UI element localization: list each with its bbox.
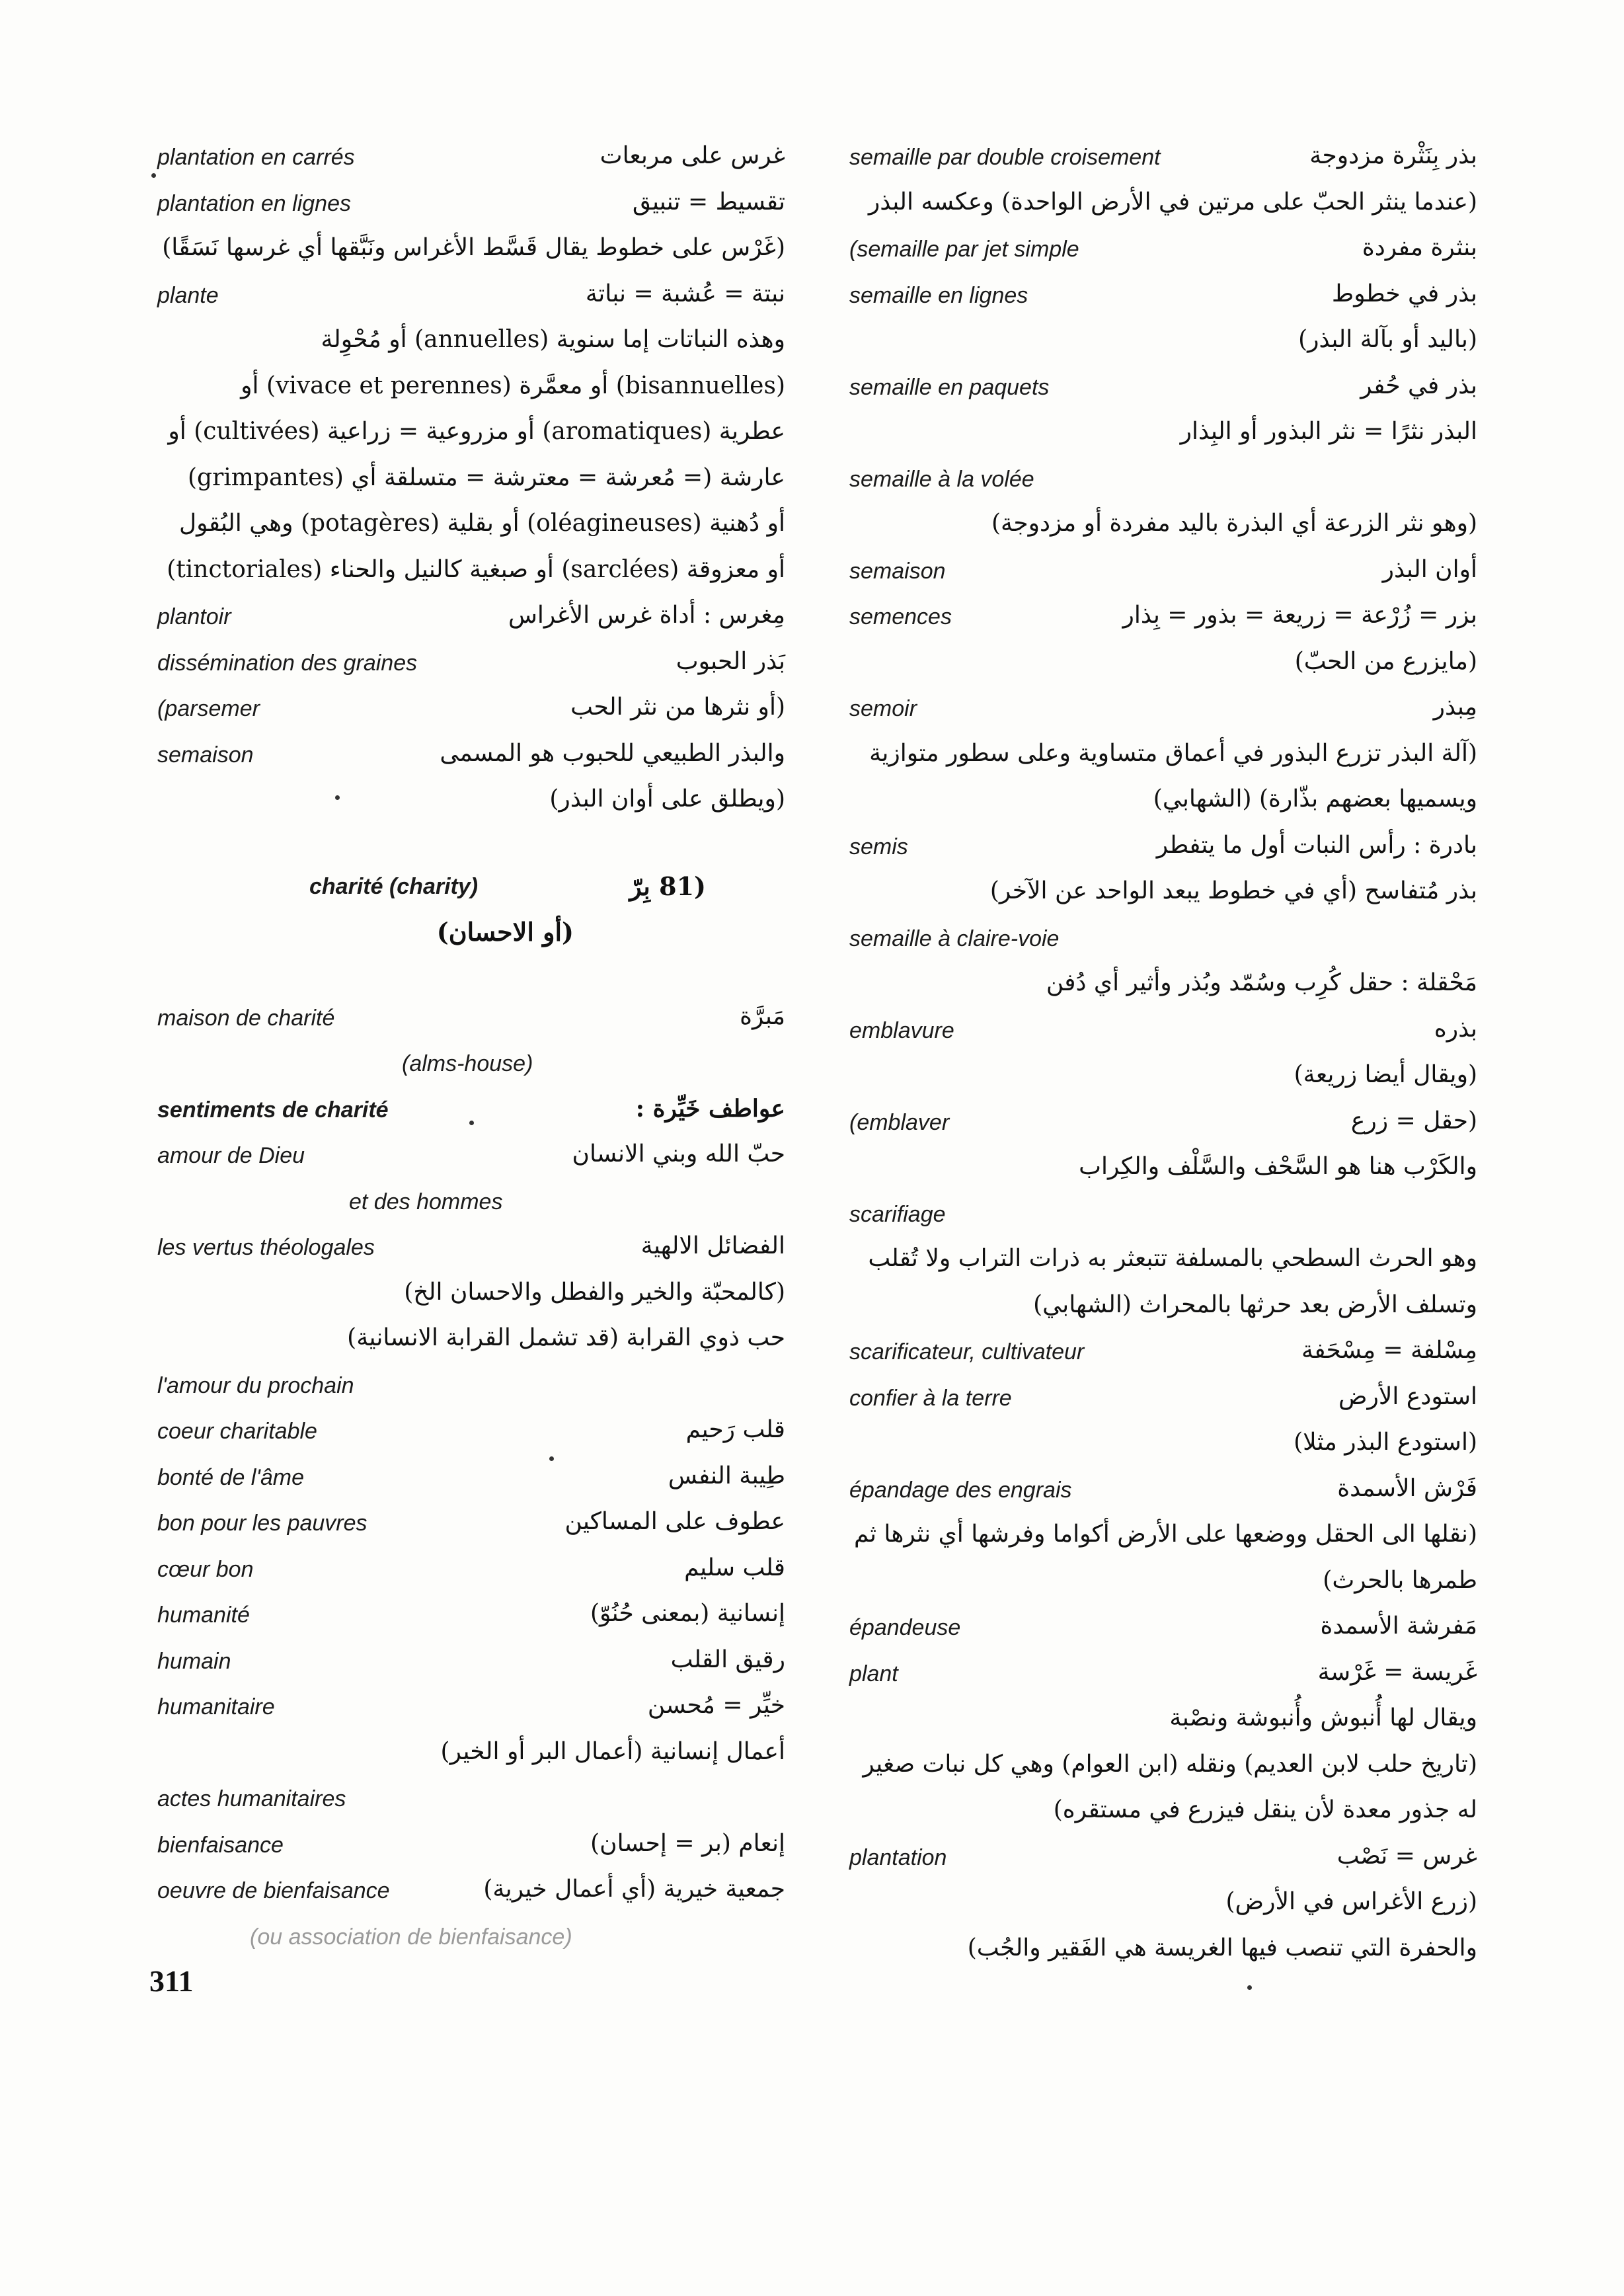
section-spacer — [157, 963, 785, 1003]
arabic-term: إنسانية (بمعنى حُنُوّ) — [590, 1600, 785, 1627]
entry-row — [157, 1049, 785, 1095]
french-term: bon pour les pauvres — [157, 1511, 367, 1536]
arabic-term: عطرية (aromatiques) أو مزروعية = زراعية (cultivées) أو — [168, 418, 785, 445]
entry-row — [849, 740, 1477, 786]
french-term: (parsemer — [157, 696, 260, 721]
entry-row — [849, 280, 1477, 327]
arabic-term: (مايزرع من الحبّ) — [1294, 647, 1477, 675]
entry-row — [157, 693, 785, 740]
french-term: (emblaver — [849, 1109, 950, 1135]
entry-row — [157, 556, 785, 602]
entry-row — [849, 693, 1477, 740]
arabic-term: إنعام (بر = إحسان) — [590, 1829, 785, 1857]
entry-row — [157, 1646, 785, 1692]
french-term: cœur bon — [157, 1556, 254, 1582]
arabic-term: خيِّر = مُحسن — [647, 1692, 785, 1719]
arabic-term: حب ذوي القرابة (قد تشمل القرابة الانسانية) — [347, 1324, 785, 1351]
section-heading-french: charité (charity) — [309, 873, 479, 899]
entry-row — [157, 464, 785, 510]
french-term: semoir — [849, 696, 917, 721]
entry-row — [849, 142, 1477, 188]
french-term: l'amour du prochain — [157, 1372, 354, 1398]
entry-row — [849, 1429, 1477, 1475]
french-term: coeur charitable — [157, 1419, 317, 1444]
entry-row — [157, 1554, 785, 1601]
scan-speck — [151, 173, 156, 178]
arabic-term: (أو نثرها من نثر الحب — [570, 693, 785, 721]
entry-row — [849, 1015, 1477, 1062]
entry-row — [157, 1830, 785, 1876]
french-term: scarifiage — [849, 1201, 946, 1227]
french-term: (ou association de bienfaisance) — [250, 1924, 572, 1950]
entry-row — [157, 1232, 785, 1279]
arabic-term: حبّ الله وبني الانسان — [572, 1140, 785, 1168]
french-term: plantoir — [157, 604, 231, 629]
arabic-term: أعمال إنسانية (أعمال البر أو الخير) — [440, 1737, 785, 1765]
arabic-term: مَبرَّة — [740, 1002, 785, 1030]
arabic-term: بذره — [1434, 1015, 1477, 1043]
entry-row — [157, 1876, 785, 1922]
french-term: semis — [849, 834, 908, 859]
arabic-term: البذر نثرًا = نثر البذور أو البِذار — [1180, 418, 1477, 445]
arabic-term: ويسميها بعضهم بذّارة) (الشهابي) — [1153, 785, 1477, 812]
entry-row — [157, 1922, 785, 1968]
arabic-term: مِبذر — [1433, 693, 1477, 721]
french-term: semaille à la volée — [849, 466, 1034, 492]
entry-row — [157, 1370, 785, 1417]
arabic-term: قلب رَحيم — [685, 1416, 785, 1443]
entry-row — [849, 785, 1477, 832]
arabic-term: (غَرْس على خطوط يقال قَسَّط الأغراس ونَبَّقها أي غرسها نَسَقًا) — [162, 234, 785, 261]
french-term: bienfaisance — [157, 1832, 284, 1858]
french-term: actes humanitaires — [157, 1786, 346, 1811]
entry-row — [157, 1003, 785, 1049]
entry-row — [849, 1061, 1477, 1107]
arabic-term: نبتة = عُشبة = نباتة — [585, 280, 785, 307]
entry-row — [849, 1567, 1477, 1613]
entry-row — [157, 418, 785, 464]
entry-row — [849, 556, 1477, 602]
entry-row — [849, 648, 1477, 694]
entry-row — [157, 1692, 785, 1738]
entry-row — [849, 1199, 1477, 1246]
arabic-term: قلب سليم — [684, 1554, 785, 1581]
arabic-term: مَفرشة الأسمدة — [1320, 1612, 1477, 1640]
scan-speck — [549, 1456, 554, 1461]
section-subheading — [157, 917, 785, 963]
arabic-term: (عندما ينثر الحبّ على مرتين في الأرض الواحدة) وعكسه البذر — [868, 188, 1477, 216]
entry-row — [849, 464, 1477, 510]
entry-row — [849, 1383, 1477, 1429]
arabic-term: (تاريخ حلب لابن العديم) ونقله (ابن العوام) وهي كل نبات صغير — [863, 1750, 1477, 1778]
arabic-term: الفضائل الالهية — [640, 1232, 785, 1259]
arabic-term: (استودع البذر مثلا) — [1294, 1429, 1477, 1456]
entry-row — [849, 924, 1477, 970]
entry-row — [849, 832, 1477, 878]
french-term: et des hommes — [349, 1189, 503, 1214]
french-term: maison de charité — [157, 1005, 335, 1031]
scan-speck — [1247, 1985, 1252, 1990]
entry-row — [849, 1475, 1477, 1521]
entry-row — [157, 1462, 785, 1509]
arabic-term: (باليد أو بآلة البذر) — [1298, 326, 1477, 353]
entry-row — [849, 326, 1477, 372]
arabic-term: عارشة (= مُعرشة = معترشة = متسلقة أي (grimpantes) — [187, 463, 785, 491]
section-heading — [157, 871, 785, 918]
entry-row — [849, 1796, 1477, 1842]
entry-row — [157, 648, 785, 694]
french-term: plantation en lignes — [157, 190, 352, 216]
entry-row — [849, 188, 1477, 235]
arabic-term: جمعية خيرية (أي أعمال خيرية) — [483, 1876, 785, 1903]
entry-row — [849, 1245, 1477, 1291]
arabic-term: له جذور معدة لأن ينقل فيزرع في مستقره) — [1053, 1796, 1477, 1823]
entry-row — [849, 1704, 1477, 1751]
arabic-term: (آلة البذر تزرع البذور في أعماق متساوية وعلى سطور متوازية — [869, 739, 1477, 767]
entry-row — [849, 602, 1477, 648]
arabic-term: والبذر الطبيعي للحبوب هو المسمى — [440, 739, 785, 767]
entry-row — [849, 418, 1477, 464]
arabic-term: غرس على مربعات — [599, 142, 785, 169]
arabic-term: بَذر الحبوب — [676, 647, 785, 675]
entry-row — [157, 1095, 785, 1141]
section-subheading-arabic: (أو الاحسان) — [436, 917, 574, 947]
section-spacer — [157, 832, 785, 871]
arabic-term: (ويقال أيضا زريعة) — [1294, 1061, 1477, 1088]
french-term: plant — [849, 1661, 898, 1686]
arabic-term: والكَرْب هنا هو السَّحْف والسَّلْف والكِراب — [1079, 1153, 1477, 1180]
arabic-term: عواطف خَيِّرة : — [635, 1094, 785, 1123]
page-number: 311 — [149, 1964, 194, 1998]
french-term: plantation — [849, 1844, 947, 1870]
arabic-term: بذر في حُفر — [1360, 372, 1477, 399]
french-term: emblavure — [849, 1017, 954, 1043]
french-term: (semaille par jet simple — [849, 237, 1079, 262]
french-term: épandeuse — [849, 1615, 961, 1640]
scan-speck — [469, 1121, 474, 1125]
entry-row — [157, 1600, 785, 1646]
french-term: dissémination des graines — [157, 650, 418, 676]
entry-row — [849, 234, 1477, 280]
arabic-term: عطوف على المساكين — [564, 1508, 785, 1535]
arabic-term: بنثرة مفردة — [1362, 234, 1477, 261]
arabic-term: طمرها بالحرث) — [1323, 1566, 1477, 1594]
arabic-term: مَحْقلة : حقل كُرِب وسُمّد وبُذر وأثير أي دُفن — [1046, 969, 1477, 996]
entry-row — [157, 234, 785, 280]
arabic-term: بزر = زُرْعة = زريعة = بذور = بِذار — [1122, 602, 1477, 629]
entry-row — [849, 510, 1477, 556]
right-column — [849, 142, 1477, 1980]
arabic-term: وهو الحرث السطحي بالمسلفة تتبعثر به ذرات التراب ولا تُقلب — [868, 1245, 1477, 1272]
entry-row — [849, 1153, 1477, 1199]
arabic-term: بذر مُتفاسح (أي في خطوط يبعد الواحد عن الآخر) — [989, 877, 1477, 904]
french-term: bonté de l'âme — [157, 1464, 304, 1490]
arabic-term: بادرة : رأس النبات أول ما يتفطر — [1156, 831, 1477, 859]
french-term: humanitaire — [157, 1694, 275, 1720]
entry-row — [849, 1659, 1477, 1705]
entry-row — [849, 1612, 1477, 1659]
entry-row — [157, 1416, 785, 1462]
entry-row — [157, 326, 785, 372]
arabic-term: أوان البذر — [1382, 555, 1477, 583]
left-column — [157, 142, 785, 1980]
arabic-term: بذر في خطوط — [1331, 280, 1477, 307]
entry-row — [157, 1738, 785, 1784]
entry-row — [157, 785, 785, 832]
entry-row — [849, 1888, 1477, 1934]
arabic-term: استودع الأرض — [1338, 1382, 1477, 1410]
entry-row — [157, 1279, 785, 1325]
arabic-term: (bisannuelles) أو معمَّرة (vivace et perennes) أو — [241, 372, 785, 399]
arabic-term: مِسْلفة = مِسْحَفة — [1301, 1337, 1477, 1364]
entry-row — [849, 372, 1477, 418]
entry-row — [157, 142, 785, 188]
french-term: semaille en paquets — [849, 374, 1050, 400]
entry-row — [849, 1337, 1477, 1383]
entry-row — [157, 1784, 785, 1830]
entry-row — [849, 1291, 1477, 1337]
french-term: semaille à claire-voie — [849, 926, 1060, 951]
french-term: amour de Dieu — [157, 1143, 305, 1168]
arabic-term: (ويطلق على أوان البذر) — [549, 785, 785, 812]
entry-row — [849, 1107, 1477, 1154]
french-term: épandage des engrais — [849, 1477, 1072, 1503]
arabic-term: (حقل = زرع — [1350, 1107, 1477, 1134]
french-term: plante — [157, 282, 219, 308]
arabic-term: (وهو نثر الزرعة أي البذرة باليد مفردة أو مزدوجة) — [991, 510, 1477, 537]
entry-row — [849, 969, 1477, 1015]
entry-row — [157, 510, 785, 556]
arabic-term: تقسيط = تنبيق — [632, 188, 785, 216]
arabic-term: طِيبة النفس — [668, 1462, 785, 1489]
entry-row — [157, 1187, 785, 1233]
entry-row — [849, 877, 1477, 924]
french-term: semences — [849, 604, 952, 629]
arabic-term: فَرْش الأسمدة — [1337, 1474, 1477, 1502]
arabic-term: غَريسة = غَرْسة — [1317, 1658, 1477, 1686]
arabic-term: (نقلها الى الحقل ووضعها على الأرض أكواما وفرشها أي نثرها ثم — [854, 1521, 1477, 1548]
entry-row — [157, 280, 785, 327]
french-term: semaille par double croisement — [849, 145, 1161, 170]
french-term: sentiments de charité — [157, 1097, 389, 1123]
arabic-term: أو دُهنية (oléagineuses) أو بقلية (potagères) وهي البُقول — [178, 510, 785, 537]
french-term: humanité — [157, 1603, 250, 1628]
entry-row — [849, 1842, 1477, 1889]
entry-row — [157, 602, 785, 648]
scan-speck — [335, 795, 340, 800]
arabic-term: وتسلف الأرض بعد حرثها بالمحراث (الشهابي) — [1033, 1290, 1477, 1318]
french-term: humain — [157, 1648, 231, 1674]
arabic-term: رقيق القلب — [670, 1645, 785, 1673]
entry-row — [157, 1508, 785, 1554]
french-term: semaille en lignes — [849, 282, 1028, 308]
french-term: les vertus théologales — [157, 1235, 375, 1260]
arabic-term: بذر بِنَثْرة مزدوجة — [1309, 142, 1477, 169]
arabic-term: مِغرس : أداة غرس الأغراس — [508, 602, 785, 629]
entry-row — [849, 1934, 1477, 1981]
french-term: (alms-house) — [402, 1051, 533, 1076]
entry-row — [157, 372, 785, 418]
french-term: semaison — [849, 558, 946, 584]
entry-row — [157, 188, 785, 235]
entry-row — [849, 1521, 1477, 1567]
arabic-term: ويقال لها أُنبوش وأُنبوشة ونصْبة — [1169, 1704, 1477, 1731]
entry-row — [157, 1140, 785, 1187]
section-heading-number: (81 بِرّ — [629, 871, 706, 901]
arabic-term: (زرع الأغراس في الأرض) — [1225, 1888, 1477, 1915]
entry-row — [157, 1324, 785, 1370]
french-term: oeuvre de bienfaisance — [157, 1878, 390, 1903]
arabic-term: وهذه النباتات إما سنوية (annuelles) أو مُحْوِلة — [321, 326, 785, 353]
arabic-term: غرس = نَصْب — [1336, 1842, 1477, 1870]
entry-row — [849, 1751, 1477, 1797]
entry-row — [157, 740, 785, 786]
french-term: scarificateur, cultivateur — [849, 1339, 1085, 1365]
arabic-term: أو معزوقة (sarclées) أو صبغية كالنيل والحناء (tinctoriales) — [167, 555, 785, 583]
arabic-term: (كالمحبّة والخير والفطل والاحسان الخ) — [404, 1278, 785, 1306]
french-term: semaison — [157, 742, 254, 768]
french-term: confier à la terre — [849, 1385, 1012, 1411]
arabic-term: والحفرة التي تنصب فيها الغريسة هي الفَقير والجُب) — [967, 1934, 1477, 1961]
french-term: plantation en carrés — [157, 145, 355, 170]
